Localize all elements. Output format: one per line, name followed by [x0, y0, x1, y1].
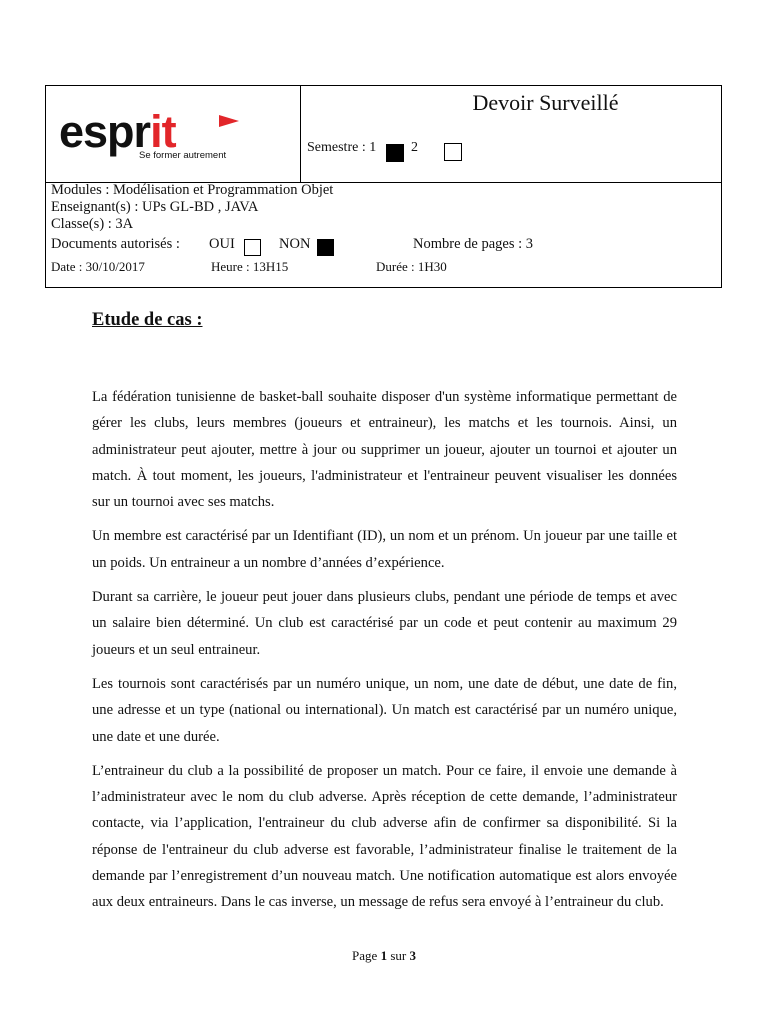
- title-cell: [300, 86, 721, 182]
- paragraph: Un membre est caractérisé par un Identifiant (ID), un nom et un prénom. Un joueur par une taille et un poids. Un entraineur a un nombre d’années d’expérience.: [92, 528, 677, 571]
- non-checkbox: [317, 239, 334, 256]
- logo-wordmark: [59, 106, 176, 157]
- exam-header-table: [45, 85, 722, 288]
- exam-heure: Heure : 13H15: [211, 259, 289, 274]
- exam-title: Devoir Surveillé: [472, 90, 619, 115]
- modules-line: Modules : Modélisation et Programmation Objet: [51, 182, 334, 198]
- paragraph: Les tournois sont caractérisés par un numéro unique, un nom, une date de début, une date de fin, une adresse et un type (national ou international). Un match est caractérisé par un numéro unique, une date et une durée.: [92, 675, 677, 745]
- exam-date: Date : 30/10/2017: [51, 259, 145, 274]
- non-label: NON: [279, 236, 311, 252]
- semestre-label: Semestre : 1: [307, 140, 377, 155]
- section-title: Etude de cas :: [92, 310, 203, 330]
- exam-duree: Durée : 1H30: [376, 259, 447, 274]
- logo-main-text: espr: [59, 106, 151, 157]
- footer-total-pages: 3: [409, 948, 416, 963]
- paragraph: Durant sa carrière, le joueur peut jouer dans plusieurs clubs, pendant une période de temps et avec un salaire bien déterminé. Un club est caractérisé par un code et peut contenir au maximum 29 joueurs et un seul entraineur.: [92, 589, 677, 658]
- logo-tagline: Se former autrement: [139, 150, 227, 161]
- case-study-body: [92, 384, 677, 924]
- oui-label: OUI: [209, 236, 235, 252]
- flag-icon: [219, 115, 239, 127]
- pages-count: Nombre de pages : 3: [413, 236, 533, 252]
- documents-label: Documents autorisés :: [51, 236, 180, 252]
- footer-page-label: Page: [352, 948, 378, 963]
- header-top-row: [46, 86, 721, 183]
- esprit-logo: [59, 106, 249, 164]
- paragraph: La fédération tunisienne de basket-ball souhaite disposer d'un système informatique permettant de gérer les clubs, leurs membres (joueurs et entraineur), les matchs et les tournois. Ainsi, un administrateur peut ajouter, mettre à jour ou supprimer un joueur, ajouter un tournoi et ajouter un match. À tout moment, les joueurs, l'administrateur et l'entraineur peuvent visualiser les données sur un tournoi avec ses matchs.: [92, 389, 677, 511]
- page-footer: [0, 948, 768, 964]
- footer-current-page: 1: [380, 948, 388, 963]
- oui-checkbox: [244, 239, 261, 256]
- semestre-2-checkbox: [444, 143, 462, 161]
- logo-cell: [46, 86, 301, 182]
- classes-line: Classe(s) : 3A: [51, 216, 134, 232]
- enseignants-line: Enseignant(s) : UPs GL-BD , JAVA: [51, 199, 259, 215]
- logo-accent-text: it: [150, 106, 176, 157]
- footer-sur-label: sur: [390, 948, 407, 963]
- semestre-2-label: 2: [411, 140, 418, 155]
- paragraph: L’entraineur du club a la possibilité de proposer un match. Pour ce faire, il envoie une demande à l’administrateur avec le nom du club adverse. Après réception de cette demande, l’administrateur contacte, via l’application, l'entraineur du club adverse afin de confirmer sa disponibilité. Si la réponse de l'entraineur du club adverse est favorable, l’administrateur finalise le traitement de la demande par l’enregistrement d’un nouveau match. Une notification automatique est alors envoyée aux deux entraineurs. Dans le cas inverse, un message de refus sera envoyé à l’entraineur du club.: [92, 762, 677, 911]
- semestre-1-checkbox: [386, 144, 404, 162]
- course-info: [51, 182, 333, 233]
